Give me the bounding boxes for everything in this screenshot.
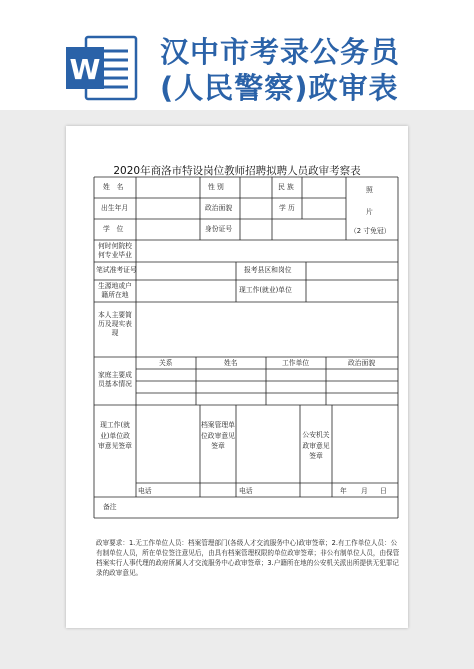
label-exam-area: 报考县区和岗位: [244, 266, 292, 274]
label-remarks: 备注: [103, 503, 117, 511]
label-graduated: 何时何院校何专业毕业: [98, 242, 132, 259]
label-member-name: 姓名: [224, 359, 238, 367]
label-id-number: 身份证号: [205, 225, 233, 233]
label-date-year: 年: [340, 487, 347, 495]
label-gender: 性 别: [208, 183, 224, 191]
label-political: 政治面貌: [205, 204, 233, 212]
label-birth: 出生年月: [101, 204, 129, 212]
banner-title-line2: (人民警察)政审表: [160, 71, 399, 105]
label-date-month: 月: [361, 487, 368, 495]
label-photo-2: 片: [366, 208, 373, 216]
label-member-political: 政治面貌: [348, 359, 376, 367]
label-photo: 照: [366, 186, 373, 194]
label-education: 学 历: [279, 204, 295, 212]
label-exam-number: 笔试准考证号: [96, 266, 137, 274]
label-resume: 本人主要简历及现实表现: [98, 311, 132, 337]
label-unit-opinion: 现工作(就业)单位政审意见签章: [98, 421, 132, 450]
label-degree: 学 位: [103, 225, 124, 233]
label-archive-opinion: 档案管理单位政审意见签章: [201, 421, 235, 450]
form-title: 2020年商洛市特设岗位教师招聘拟聘人员政审考察表: [113, 165, 361, 177]
banner-title-line1: 汉中市考录公务员: [160, 35, 401, 69]
label-phone-2: 电话: [239, 487, 253, 495]
label-relation: 关系: [159, 359, 173, 367]
requirements-note: 政审要求：1.无工作单位人员：档案管理部门(各级人才交流服务中心)政审签章；2.有工作单位人员：公有制单位人员，所在单位签注意见后，由具有档案管理权限的单位政审签章；非公有制单位人员，由保管档案实行人事代理的政府所属人才交流服务中心政审签章；3.户籍所在地的公安机关派出所提供无犯罪记录的政审意见。: [96, 539, 400, 577]
label-police-opinion: 公安机关政审意见签章: [302, 431, 330, 460]
label-ethnicity: 民 族: [278, 183, 294, 191]
label-date-day: 日: [380, 487, 387, 495]
label-origin: 生源地或户籍所在地: [98, 282, 132, 299]
label-name: 姓 名: [103, 183, 124, 191]
label-member-unit: 工作单位: [282, 359, 310, 367]
label-current-unit: 现工作(就业)单位: [239, 286, 292, 294]
label-phone-1: 电话: [138, 487, 152, 495]
label-family: 家庭主要成员基本情况: [98, 371, 132, 388]
label-photo-size: （2 寸免冠）: [350, 227, 391, 235]
logo-letter: W: [69, 53, 101, 86]
